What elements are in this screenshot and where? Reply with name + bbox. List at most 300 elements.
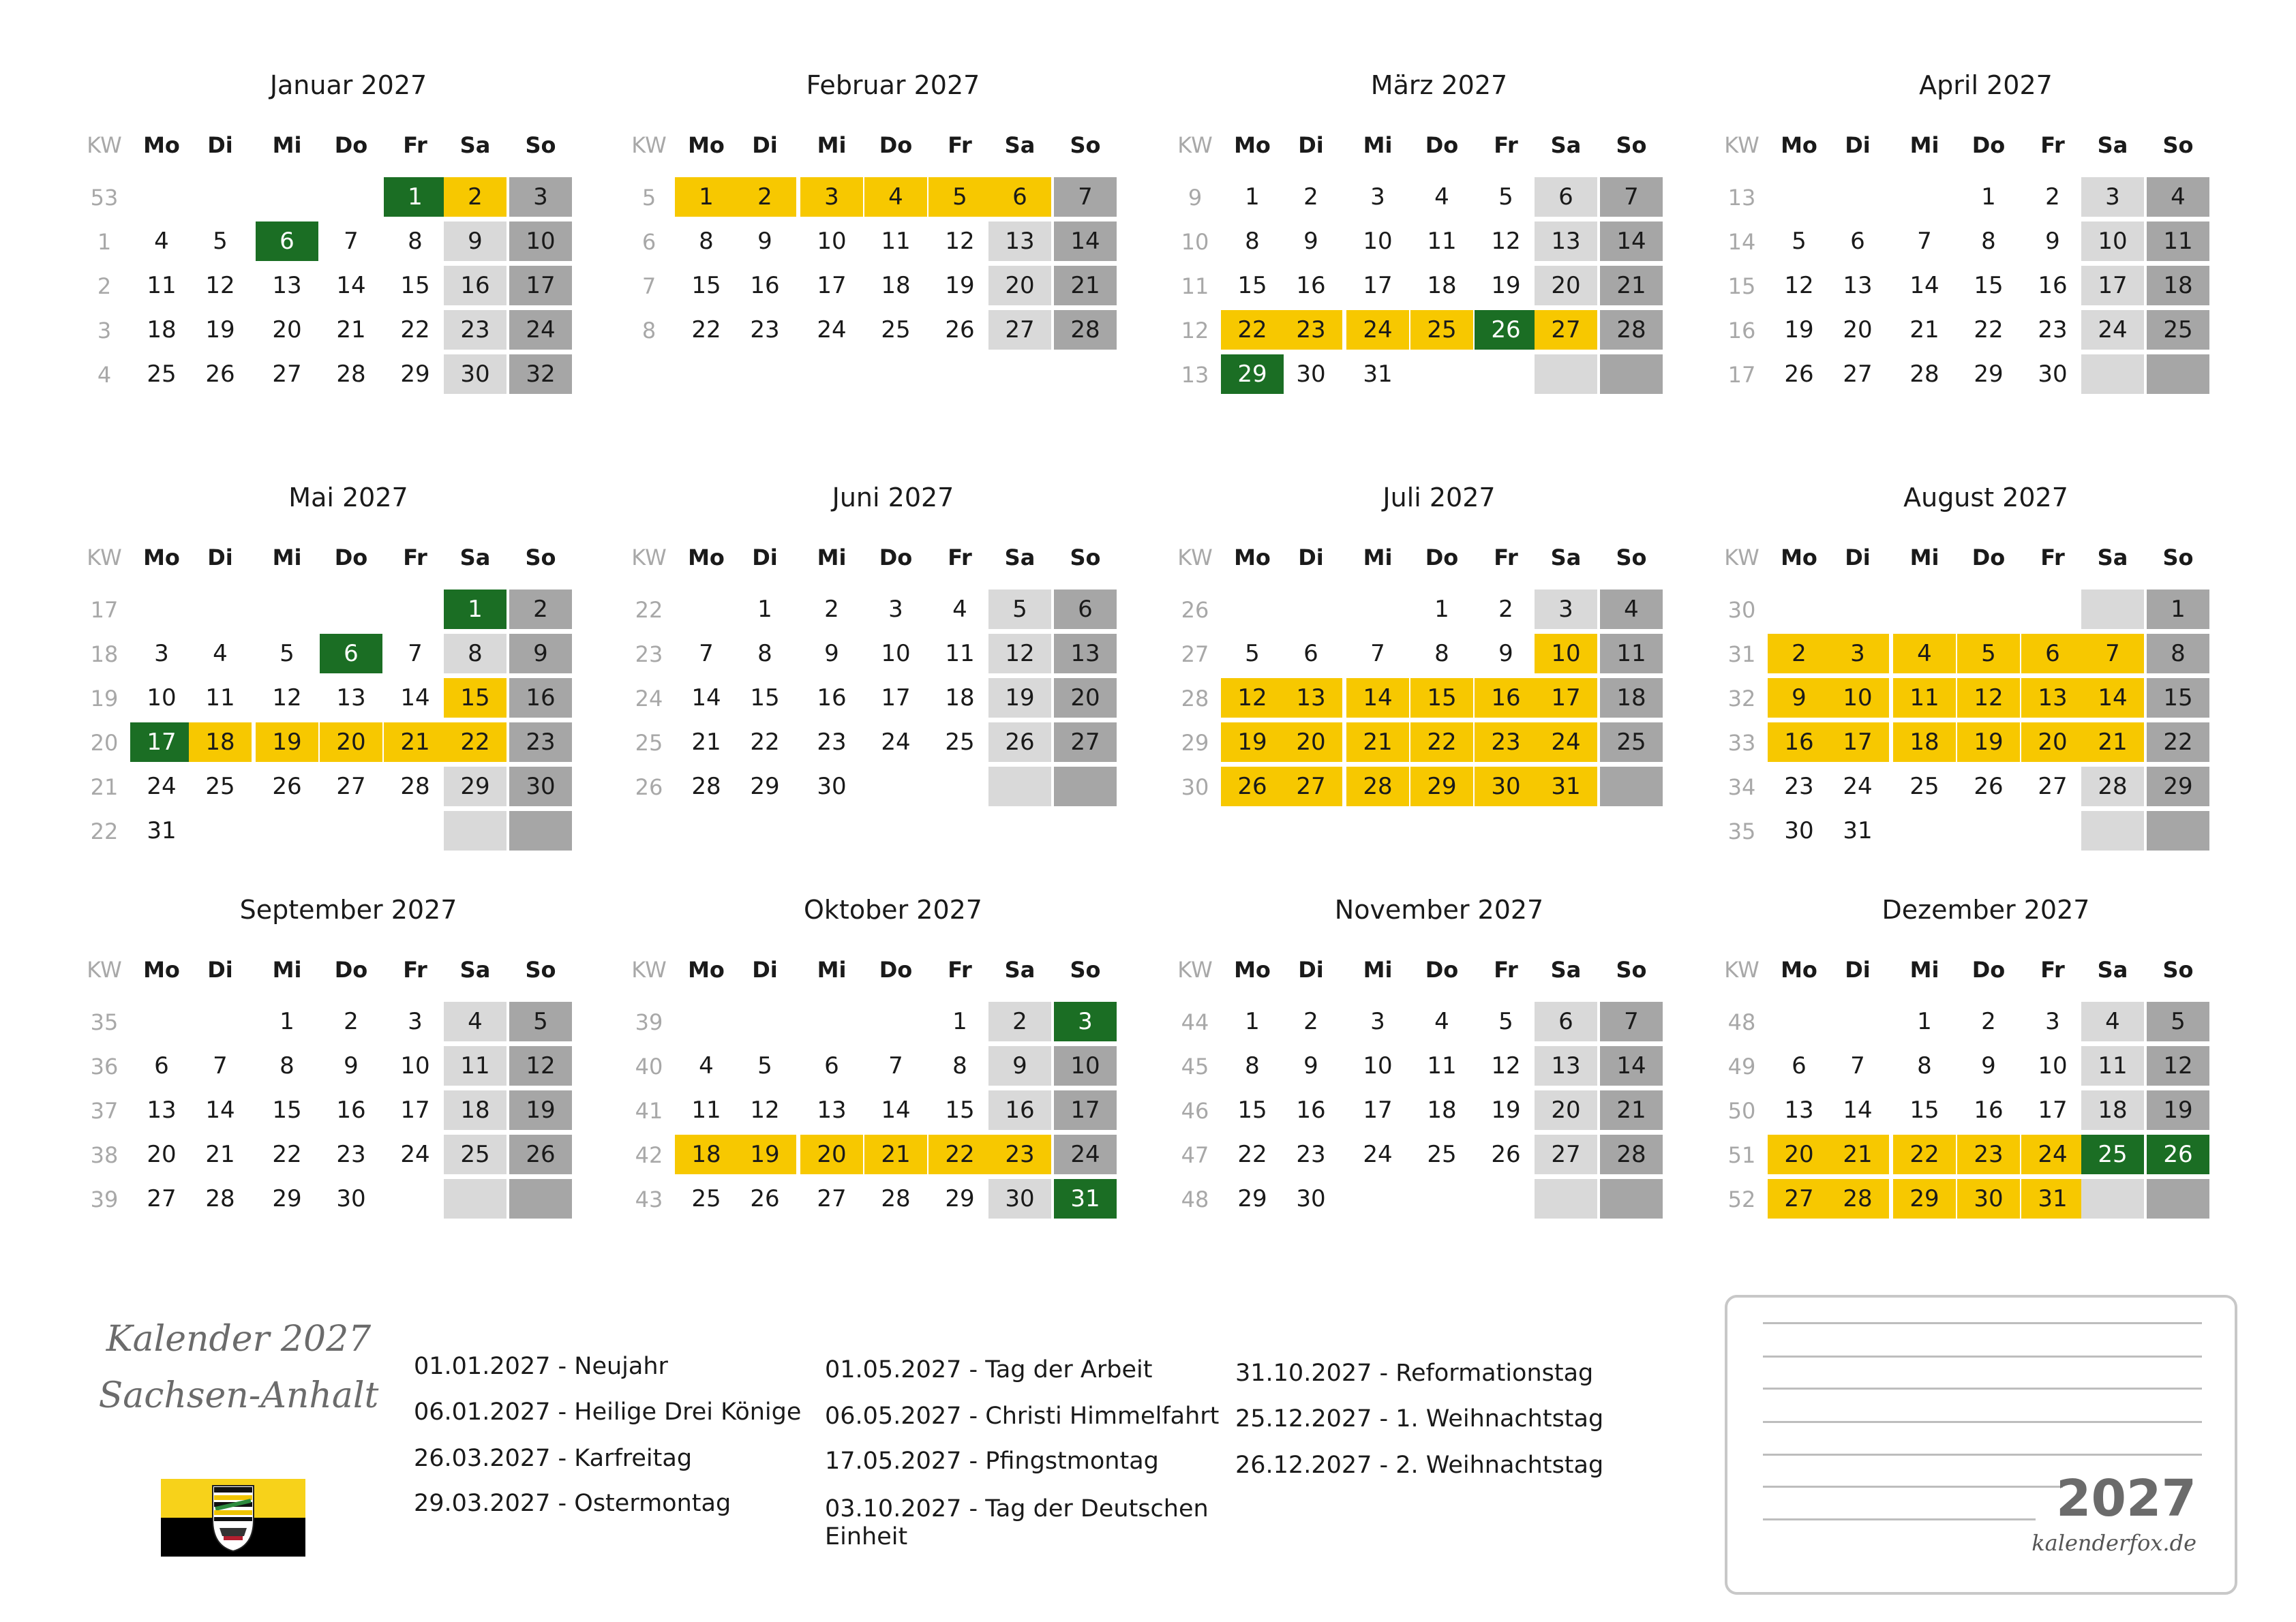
day-cell: 14	[1054, 221, 1117, 261]
weekday-header: Di	[752, 545, 778, 570]
empty-weekend-cell	[444, 1179, 507, 1219]
week-number: 28	[1181, 686, 1209, 711]
day-cell: 18	[147, 316, 177, 343]
day-cell: 13	[2021, 678, 2084, 718]
month-block	[1177, 480, 1698, 889]
week-number: 46	[1181, 1098, 1209, 1124]
day-cell: 30	[1475, 767, 1537, 806]
day-cell: 30	[1296, 361, 1326, 388]
weekday-header: Fr	[948, 957, 972, 983]
week-number: 21	[90, 774, 119, 800]
day-cell: 23	[1296, 1141, 1326, 1168]
day-cell: 16	[817, 684, 847, 711]
day-cell: 16	[509, 678, 572, 718]
weekday-header: Mo	[1781, 132, 1817, 158]
day-cell: 12	[272, 684, 302, 711]
empty-weekend-cell	[1535, 354, 1597, 394]
day-cell: 13	[1054, 634, 1117, 673]
day-cell: 21	[864, 1135, 927, 1174]
day-cell: 31	[2021, 1179, 2084, 1219]
day-cell: 24	[147, 773, 177, 800]
day-cell: 18	[189, 722, 252, 762]
day-cell: 9	[2045, 228, 2060, 255]
week-number: 9	[1188, 185, 1203, 211]
day-cell: 16	[1296, 272, 1326, 299]
day-cell: 15	[1237, 272, 1267, 299]
empty-weekend-cell	[988, 767, 1051, 806]
day-cell: 9	[1498, 640, 1513, 667]
day-cell: 12	[1957, 678, 2020, 718]
weekday-header: So	[2162, 132, 2194, 158]
day-cell: 3	[888, 596, 903, 623]
weekday-header: Mi	[817, 545, 847, 570]
week-number: 15	[1727, 273, 1756, 299]
holiday-entry: 06.01.2027 - Heilige Drei Könige	[414, 1398, 802, 1426]
day-cell: 25	[1410, 310, 1473, 350]
notes-line	[1763, 1356, 2202, 1358]
weekday-header: Di	[752, 132, 778, 158]
day-cell: 4	[1434, 1008, 1449, 1035]
day-cell: 17	[1826, 722, 1889, 762]
day-cell: 15	[444, 678, 507, 718]
day-cell: 5	[213, 228, 228, 255]
week-number: 39	[90, 1187, 119, 1212]
weekday-header: Mo	[143, 132, 180, 158]
weekday-header: Sa	[459, 545, 491, 570]
day-cell: 20	[272, 316, 302, 343]
day-cell: 19	[945, 272, 975, 299]
day-cell: 21	[1600, 1090, 1663, 1130]
day-cell: 25	[881, 316, 911, 343]
kw-header: KW	[1177, 132, 1213, 158]
day-cell: 3	[1535, 590, 1597, 629]
day-cell: 19	[1491, 272, 1521, 299]
day-cell: 18	[2147, 266, 2209, 305]
day-cell: 24	[2081, 310, 2144, 350]
day-cell: 1	[384, 177, 447, 217]
day-cell: 5	[1792, 228, 1807, 255]
kw-header: KW	[1724, 957, 1759, 983]
kw-header: KW	[631, 132, 667, 158]
weekday-header: So	[525, 957, 556, 983]
brand-label: kalenderfox.de	[2031, 1530, 2196, 1556]
day-cell: 7	[888, 1052, 903, 1080]
day-cell: 25	[147, 361, 177, 388]
day-cell: 26	[945, 316, 975, 343]
empty-weekend-cell	[444, 811, 507, 851]
day-cell: 10	[1363, 1052, 1393, 1080]
day-cell: 8	[408, 228, 423, 255]
day-cell: 29	[1410, 767, 1473, 806]
day-cell: 21	[691, 729, 721, 756]
week-number: 11	[1181, 273, 1209, 299]
day-cell: 28	[1054, 310, 1117, 350]
day-cell: 6	[320, 634, 382, 673]
holiday-entry: 03.10.2027 - Tag der Deutschen	[825, 1495, 1209, 1522]
day-cell: 12	[2147, 1046, 2209, 1086]
weekday-header: Do	[1425, 132, 1459, 158]
holiday-entry: 26.12.2027 - 2. Weihnachtstag	[1235, 1452, 1604, 1479]
empty-weekend-cell	[2081, 354, 2144, 394]
day-cell: 22	[1974, 316, 2004, 343]
weekday-header: Mi	[1363, 132, 1393, 158]
day-cell: 16	[444, 266, 507, 305]
empty-weekend-cell	[509, 1179, 572, 1219]
day-cell: 28	[881, 1185, 911, 1212]
day-cell: 26	[1475, 310, 1537, 350]
weekday-header: Mo	[1234, 957, 1271, 983]
day-cell: 4	[2147, 177, 2209, 217]
week-number: 35	[1727, 818, 1756, 844]
day-cell: 20	[988, 266, 1051, 305]
weekday-header: Fr	[1494, 957, 1518, 983]
day-cell: 17	[1054, 1090, 1117, 1130]
weekday-header: Fr	[403, 132, 427, 158]
weekday-header: So	[525, 545, 556, 570]
month-block	[1724, 68, 2245, 477]
month-block	[631, 68, 1152, 477]
day-cell: 8	[699, 228, 714, 255]
day-cell: 4	[1600, 590, 1663, 629]
day-cell: 24	[1363, 1141, 1393, 1168]
day-cell: 8	[952, 1052, 967, 1080]
day-cell: 4	[1434, 183, 1449, 211]
day-cell: 20	[1843, 316, 1873, 343]
day-cell: 19	[205, 316, 235, 343]
day-cell: 30	[336, 1185, 366, 1212]
weekday-header: So	[1616, 132, 1647, 158]
day-cell: 17	[817, 272, 847, 299]
day-cell: 18	[1427, 272, 1457, 299]
day-cell: 3	[1370, 183, 1385, 211]
day-cell: 8	[1917, 1052, 1932, 1080]
month-block	[631, 893, 1152, 1302]
day-cell: 30	[817, 773, 847, 800]
day-cell: 19	[734, 1135, 796, 1174]
sachsen-anhalt-flag-icon	[161, 1479, 305, 1557]
day-cell: 2	[734, 177, 796, 217]
week-number: 44	[1181, 1009, 1209, 1035]
day-cell: 4	[864, 177, 927, 217]
day-cell: 27	[1768, 1179, 1830, 1219]
day-cell: 13	[336, 684, 366, 711]
day-cell: 16	[1768, 722, 1830, 762]
empty-weekend-cell	[2147, 811, 2209, 851]
day-cell: 15	[1410, 678, 1473, 718]
week-number: 48	[1181, 1187, 1209, 1212]
holiday-entry: 17.05.2027 - Pfingstmontag	[825, 1448, 1159, 1475]
day-cell: 22	[2147, 722, 2209, 762]
month-title: November 2027	[1334, 895, 1544, 925]
day-cell: 29	[272, 1185, 302, 1212]
day-cell: 11	[945, 640, 975, 667]
day-cell: 10	[509, 221, 572, 261]
day-cell: 26	[205, 361, 235, 388]
day-cell: 7	[1600, 177, 1663, 217]
weekday-header: Di	[1298, 545, 1324, 570]
day-cell: 18	[881, 272, 911, 299]
day-cell: 14	[400, 684, 430, 711]
holiday-entry: 29.03.2027 - Ostermontag	[414, 1490, 731, 1517]
day-cell: 22	[272, 1141, 302, 1168]
day-cell: 2	[1768, 634, 1830, 673]
empty-weekend-cell	[2147, 354, 2209, 394]
month-block	[89, 480, 607, 889]
day-cell: 19	[1957, 722, 2020, 762]
day-cell: 28	[2081, 767, 2144, 806]
day-cell: 27	[336, 773, 366, 800]
day-cell: 15	[1237, 1097, 1267, 1124]
day-cell: 1	[1434, 596, 1449, 623]
weekday-header: Di	[1298, 132, 1324, 158]
day-cell: 5	[1957, 634, 2020, 673]
day-cell: 24	[1346, 310, 1409, 350]
day-cell: 21	[1909, 316, 1939, 343]
month-title: Januar 2027	[269, 70, 427, 100]
day-cell: 26	[509, 1135, 572, 1174]
day-cell: 30	[988, 1179, 1051, 1219]
weekday-header: Do	[1425, 957, 1459, 983]
day-cell: 7	[2081, 634, 2144, 673]
day-cell: 28	[1346, 767, 1409, 806]
day-cell: 15	[272, 1097, 302, 1124]
kw-header: KW	[1724, 545, 1759, 570]
empty-weekend-cell	[1054, 767, 1117, 806]
day-cell: 27	[817, 1185, 847, 1212]
week-number: 2	[97, 273, 112, 299]
day-cell: 31	[1054, 1179, 1117, 1219]
day-cell: 18	[1893, 722, 1956, 762]
day-cell: 27	[147, 1185, 177, 1212]
notes-line	[1763, 1421, 2202, 1423]
week-number: 8	[641, 318, 656, 343]
week-number: 24	[635, 686, 663, 711]
weekday-header: Di	[1845, 957, 1871, 983]
notes-line	[1763, 1486, 2063, 1488]
day-cell: 25	[2147, 310, 2209, 350]
day-cell: 29	[750, 773, 780, 800]
day-cell: 12	[1491, 228, 1521, 255]
day-cell: 8	[2147, 634, 2209, 673]
month-block	[89, 893, 607, 1302]
week-number: 22	[90, 818, 119, 844]
day-cell: 14	[1843, 1097, 1873, 1124]
day-cell: 27	[272, 361, 302, 388]
day-cell: 20	[1768, 1135, 1830, 1174]
week-number: 38	[90, 1142, 119, 1168]
week-number: 37	[90, 1098, 119, 1124]
day-cell: 21	[1054, 266, 1117, 305]
day-cell: 24	[509, 310, 572, 350]
day-cell: 28	[1909, 361, 1939, 388]
day-cell: 15	[945, 1097, 975, 1124]
weekday-header: So	[2162, 545, 2194, 570]
day-cell: 27	[2038, 773, 2068, 800]
day-cell: 16	[336, 1097, 366, 1124]
day-cell: 26	[1491, 1141, 1521, 1168]
holiday-entry: 25.12.2027 - 1. Weihnachtstag	[1235, 1405, 1604, 1433]
empty-weekend-cell	[2081, 1179, 2144, 1219]
week-number: 45	[1181, 1054, 1209, 1080]
day-cell: 13	[147, 1097, 177, 1124]
notes-box	[1725, 1295, 2237, 1595]
day-cell: 25	[691, 1185, 721, 1212]
day-cell: 23	[2038, 316, 2068, 343]
day-cell: 26	[272, 773, 302, 800]
day-cell: 23	[817, 729, 847, 756]
day-cell: 23	[1784, 773, 1814, 800]
weekday-header: Di	[207, 545, 233, 570]
day-cell: 29	[1893, 1179, 1956, 1219]
day-cell: 23	[1475, 722, 1537, 762]
weekday-header: So	[1070, 132, 1101, 158]
day-cell: 17	[2081, 266, 2144, 305]
week-number: 13	[1727, 185, 1756, 211]
day-cell: 9	[1303, 228, 1318, 255]
notes-line	[1763, 1454, 2202, 1456]
weekday-header: Do	[1972, 545, 2006, 570]
month-title: Juli 2027	[1383, 483, 1496, 512]
day-cell: 17	[1363, 272, 1393, 299]
day-cell: 12	[1221, 678, 1284, 718]
day-cell: 23	[444, 310, 507, 350]
day-cell: 5	[1498, 183, 1513, 211]
day-cell: 20	[320, 722, 382, 762]
day-cell: 6	[154, 1052, 169, 1080]
day-cell: 26	[2147, 1135, 2209, 1174]
day-cell: 10	[1054, 1046, 1117, 1086]
weekday-header: Fr	[1494, 545, 1518, 570]
day-cell: 10	[400, 1052, 430, 1080]
holiday-entry: 01.05.2027 - Tag der Arbeit	[825, 1356, 1153, 1383]
week-number: 40	[635, 1054, 663, 1080]
day-cell: 1	[1917, 1008, 1932, 1035]
day-cell: 22	[691, 316, 721, 343]
empty-weekend-cell	[1600, 1179, 1663, 1219]
weekday-header: Mi	[1909, 957, 1939, 983]
week-number: 22	[635, 597, 663, 623]
holiday-entry: 26.03.2027 - Karfreitag	[414, 1445, 693, 1472]
day-cell: 18	[444, 1090, 507, 1130]
day-cell: 6	[2021, 634, 2084, 673]
day-cell: 31	[1843, 817, 1873, 844]
empty-weekend-cell	[1600, 767, 1663, 806]
day-cell: 17	[881, 684, 911, 711]
month-title: April 2027	[1919, 70, 2053, 100]
day-cell: 16	[1974, 1097, 2004, 1124]
day-cell: 7	[1054, 177, 1117, 217]
weekday-header: Mi	[272, 545, 302, 570]
day-cell: 30	[2038, 361, 2068, 388]
week-number: 4	[97, 362, 112, 388]
week-number: 52	[1727, 1187, 1756, 1212]
month-title: September 2027	[239, 895, 457, 925]
weekday-header: Do	[1972, 132, 2006, 158]
day-cell: 1	[675, 177, 738, 217]
day-cell: 8	[1245, 228, 1260, 255]
weekday-header: Sa	[2097, 957, 2128, 983]
day-cell: 30	[444, 354, 507, 394]
day-cell: 28	[205, 1185, 235, 1212]
day-cell: 3	[800, 177, 863, 217]
day-cell: 23	[1280, 310, 1342, 350]
day-cell: 8	[1981, 228, 1996, 255]
empty-weekend-cell	[2081, 590, 2144, 629]
weekday-header: So	[1070, 545, 1101, 570]
day-cell: 20	[1054, 678, 1117, 718]
day-cell: 13	[988, 221, 1051, 261]
day-cell: 9	[757, 228, 772, 255]
day-cell: 27	[1535, 1135, 1597, 1174]
day-cell: 11	[1600, 634, 1663, 673]
weekday-header: Do	[1972, 957, 2006, 983]
day-cell: 3	[1054, 1002, 1117, 1041]
day-cell: 2	[509, 590, 572, 629]
day-cell: 14	[1600, 1046, 1663, 1086]
weekday-header: Do	[879, 132, 913, 158]
day-cell: 11	[881, 228, 911, 255]
day-cell: 17	[1535, 678, 1597, 718]
week-number: 17	[90, 597, 119, 623]
day-cell: 25	[945, 729, 975, 756]
day-cell: 11	[1427, 228, 1457, 255]
day-cell: 2	[988, 1002, 1051, 1041]
day-cell: 25	[205, 773, 235, 800]
day-cell: 22	[444, 722, 507, 762]
day-cell: 22	[1893, 1135, 1956, 1174]
day-cell: 18	[1427, 1097, 1457, 1124]
day-cell: 15	[1909, 1097, 1939, 1124]
weekday-header: Fr	[2040, 132, 2065, 158]
day-cell: 17	[509, 266, 572, 305]
notes-year: 2027	[2056, 1469, 2196, 1528]
day-cell: 22	[1221, 310, 1284, 350]
day-cell: 13	[817, 1097, 847, 1124]
day-cell: 12	[1784, 272, 1814, 299]
kw-header: KW	[1177, 957, 1213, 983]
day-cell: 2	[1981, 1008, 1996, 1035]
day-cell: 11	[2147, 221, 2209, 261]
empty-weekend-cell	[1600, 354, 1663, 394]
day-cell: 24	[817, 316, 847, 343]
week-number: 53	[90, 185, 119, 211]
weekday-header: Do	[334, 545, 368, 570]
weekday-header: So	[1070, 957, 1101, 983]
week-number: 30	[1181, 774, 1209, 800]
day-cell: 19	[256, 722, 318, 762]
day-cell: 19	[1491, 1097, 1521, 1124]
weekday-header: Di	[752, 957, 778, 983]
day-cell: 2	[824, 596, 839, 623]
day-cell: 27	[1054, 722, 1117, 762]
week-number: 17	[1727, 362, 1756, 388]
weekday-header: So	[525, 132, 556, 158]
day-cell: 4	[154, 228, 169, 255]
weekday-header: Sa	[1004, 545, 1036, 570]
day-cell: 10	[1363, 228, 1393, 255]
weekday-header: Mo	[1781, 957, 1817, 983]
week-number: 49	[1727, 1054, 1756, 1080]
day-cell: 13	[1843, 272, 1873, 299]
day-cell: 4	[213, 640, 228, 667]
weekday-header: Di	[1845, 545, 1871, 570]
day-cell: 13	[1280, 678, 1342, 718]
day-cell: 25	[2081, 1135, 2144, 1174]
day-cell: 2	[1303, 183, 1318, 211]
weekday-header: Mo	[688, 132, 725, 158]
day-cell: 12	[945, 228, 975, 255]
day-cell: 5	[280, 640, 294, 667]
